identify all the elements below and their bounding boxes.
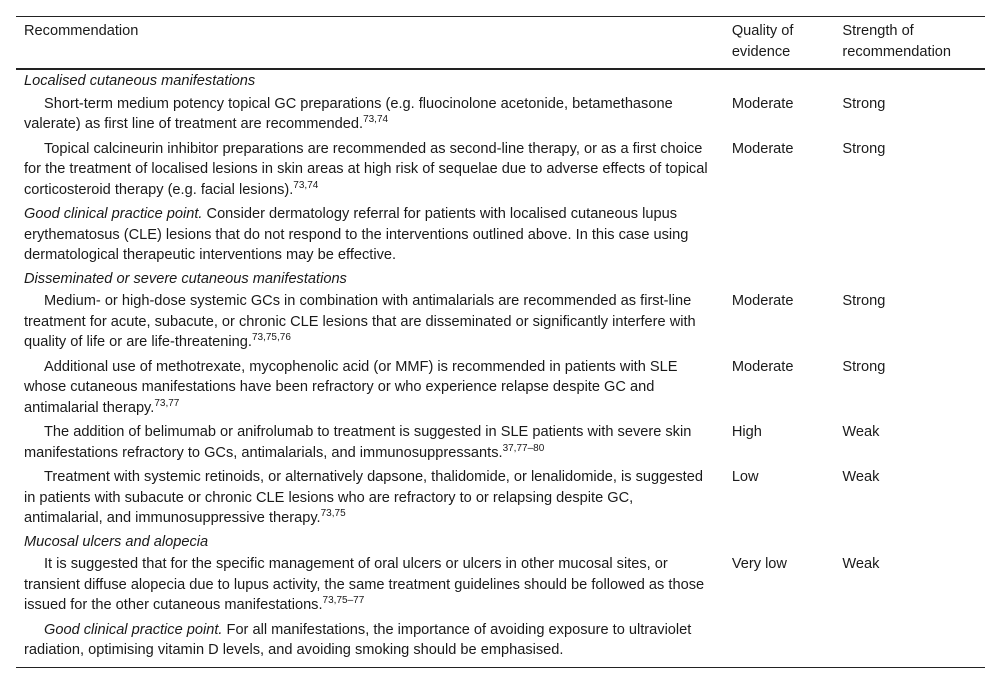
recommendation-text: Treatment with systemic retinoids, or alternatively dapsone, thalidomide, or lenalidomide, is suggested in patients with subacute or chronic CLE lesions who are refractory to or relapsing despite GC, antimalarial, and immunosuppressive therapy.$^{73,75}$ <box>24 469 703 526</box>
table-row <box>16 94 985 137</box>
table-header-row <box>16 17 985 70</box>
quality-cell: Moderate <box>731 293 794 309</box>
header-strength-of-recommendation: Strength of recommendation <box>834 17 985 70</box>
table-row <box>16 554 985 618</box>
section-row <box>16 268 985 292</box>
reference-superscript: 73,75 <box>320 508 346 519</box>
quality-cell: Very low <box>731 556 787 572</box>
strength-cell: Strong <box>842 95 886 112</box>
section-title-disseminated: Disseminated or severe cutaneous manifestations <box>24 270 347 287</box>
table-row <box>16 355 985 421</box>
recommendation-text: Topical calcineurin inhibitor preparations are recommended as second-line therapy, or as a first choice for the treatment of localised lesions in skin areas at high risk of sequelae due to adverse effects of topical corticosteroid therapy (e.g. facial lesions).$^{73,74}$ <box>24 140 708 198</box>
table-row <box>16 202 985 268</box>
section-row <box>16 531 985 555</box>
header-quality-of-evidence: Quality of evidence <box>724 17 835 70</box>
quality-cell: Moderate <box>731 358 794 375</box>
section-row <box>16 69 985 94</box>
strength-cell: Weak <box>842 469 880 485</box>
strength-cell: Strong <box>842 358 886 375</box>
recommendation-text: Additional use of methotrexate, mycophenolic acid (or MMF) is recommended in patients with SLE whose cutaneous manifestations have been refractory or who experience relapse despite GC and antimalarial therapy.$^{73,77}$ <box>24 358 678 416</box>
quality-cell: Moderate <box>731 95 794 112</box>
strength-cell: Strong <box>842 140 886 157</box>
reference-superscript: 73,77 <box>154 397 180 409</box>
reference-superscript: 73,75,76 <box>251 332 291 343</box>
recommendations-table <box>16 16 985 668</box>
table-row <box>16 618 985 668</box>
quality-cell: Moderate <box>731 140 794 157</box>
strength-cell: Strong <box>842 293 886 309</box>
strength-cell: Weak <box>842 424 880 440</box>
reference-superscript: 37,77–80 <box>502 442 545 454</box>
reference-superscript: 73,74 <box>363 114 389 125</box>
table-row <box>16 420 985 465</box>
recommendation-text: Short-term medium potency topical GC preparations (e.g. fluocinolone acetonide, betamethasone valerate) as first line of treatment are recommended.$^{73,74}$ <box>24 95 673 132</box>
table-row <box>16 291 985 355</box>
section-title-localised: Localised cutaneous manifestations <box>24 73 256 89</box>
reference-superscript: 73,74 <box>293 179 319 191</box>
good-practice-point: Good clinical practice point. For all manifestations, the importance of avoiding exposure to ultraviolet radiation, optimising vitamin D levels, and avoiding smoking should be emphasised. <box>16 618 724 668</box>
good-practice-point: Good clinical practice point. Consider dermatology referral for patients with localised cutaneous lupus erythematosus (CLE) lesions that do not respond to the interventions outlined above. In this case using dermatological therapeutic interventions may be effective. <box>24 206 689 263</box>
header-recommendation: Recommendation <box>16 17 724 70</box>
section-title-mucosal: Mucosal ulcers and alopecia <box>24 533 209 550</box>
table-row <box>16 137 985 203</box>
recommendation-text: The addition of belimumab or anifrolumab to treatment is suggested in SLE patients with severe skin manifestations refractory to GCs, antimalarials, and immunosuppressants.$^{37,77-80}$ <box>24 424 692 461</box>
quality-cell: High <box>731 424 762 440</box>
recommendation-text: Medium- or high-dose systemic GCs in combination with antimalarials are recommended as first-line treatment for acute, subacute, or chronic CLE lesions that are disseminated or significantly interfere with quality of life or are life-threatening.$^{73,75,76}$ <box>24 293 696 350</box>
table-row <box>16 465 985 531</box>
quality-cell: Low <box>731 469 759 485</box>
reference-superscript: 73,75–77 <box>322 595 365 606</box>
recommendation-text: It is suggested that for the specific management of oral ulcers or ulcers in other mucosal sites, or transient diffuse alopecia due to lupus activity, the same treatment guidelines should be followed as those issued for the other cutaneous manifestations.$^{73,75-77}$ <box>24 556 705 613</box>
strength-cell: Weak <box>842 556 880 572</box>
